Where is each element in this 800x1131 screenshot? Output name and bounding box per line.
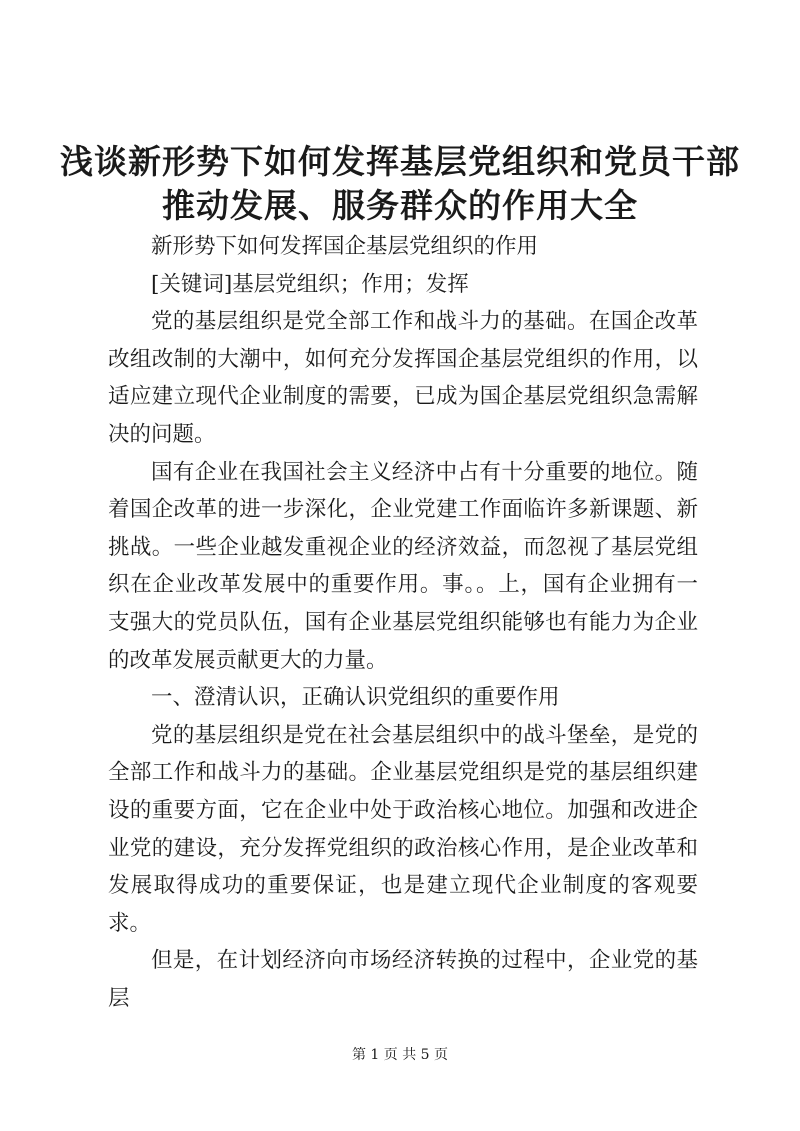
body-paragraph: 国有企业在我国社会主义经济中占有十分重要的地位。随着国企改革的进一步深化，企业党建工作面临许多新课题、新挑战。一些企业越发重视企业的经济效益，而忽视了基层党组织在企业改革发展中的重要作用。事。。上，国有企业拥有一支强大的党员队伍，国有企业基层党组织能够也有能力为企业的改革发展贡献更大的力量。	[108, 459, 698, 673]
document-body	[108, 228, 698, 1017]
document-title	[60, 140, 740, 228]
title-line-2: 推动发展、服务群众的作用大全	[162, 186, 638, 225]
body-paragraph: 党的基层组织是党全部工作和战斗力的基础。在国企改革改组改制的大潮中，如何充分发挥国企基层党组织的作用，以适应建立现代企业制度的需要，已成为国企基层党组织急需解决的问题。	[108, 309, 698, 447]
keywords-paragraph: [关键词]基层党组织；作用；发挥	[151, 271, 469, 297]
section-heading: 一、澄清认识，正确认识党组织的重要作用	[151, 685, 560, 711]
body-paragraph: 但是，在计划经济向市场经济转换的过程中，企业党的基层	[108, 948, 698, 1011]
subtitle-paragraph: 新形势下如何发挥国企基层党组织的作用	[151, 234, 539, 259]
title-line-1: 浅谈新形势下如何发挥基层党组织和党员干部	[60, 142, 740, 181]
page-footer: 第 1 页 共 5 页	[351, 1047, 449, 1063]
body-paragraph: 党的基层组织是党在社会基层组织中的战斗堡垒，是党的全部工作和战斗力的基础。企业基层党组织是党的基层组织建设的重要方面，它在企业中处于政治核心地位。加强和改进企业党的建设，充分发挥党组织的政治核心作用，是企业改革和发展取得成功的重要保证，也是建立现代企业制度的客观要求。	[108, 722, 698, 936]
